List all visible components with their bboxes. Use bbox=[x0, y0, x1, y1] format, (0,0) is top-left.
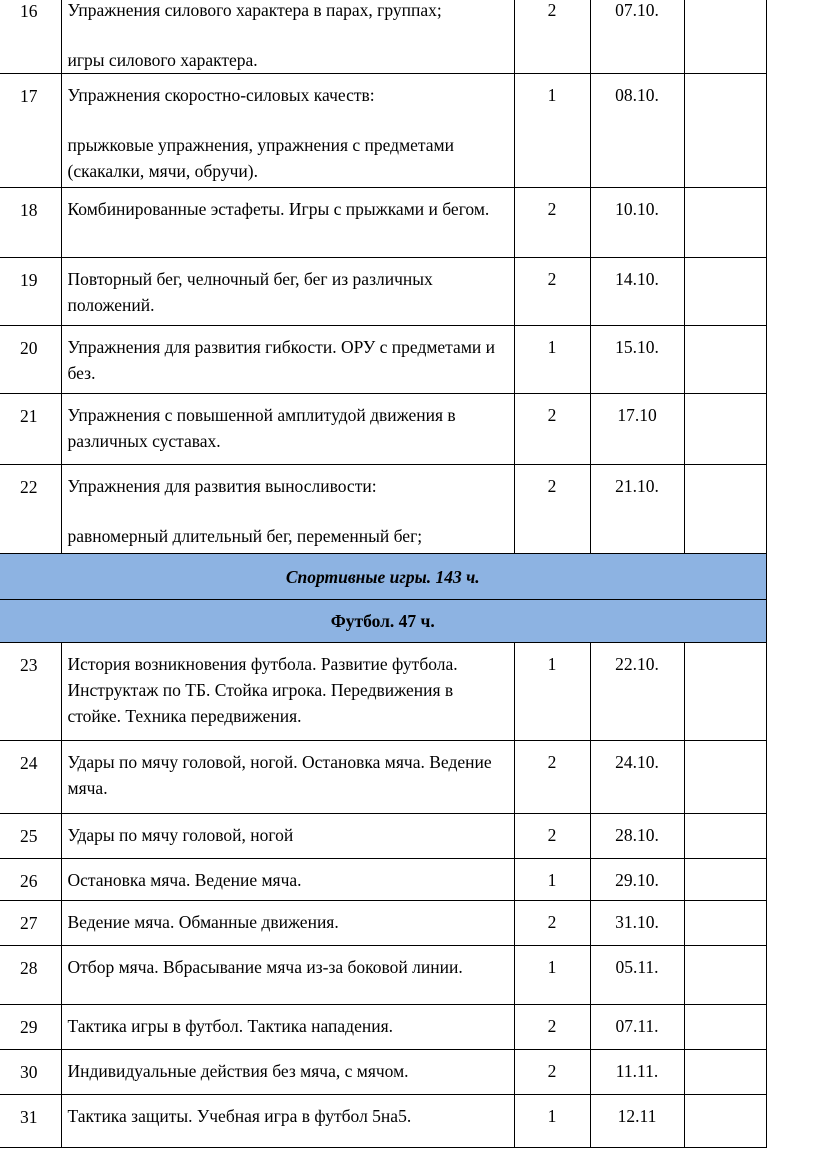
notes-cell bbox=[684, 1095, 766, 1148]
notes-cell bbox=[684, 258, 766, 326]
row-number: 30 bbox=[20, 1062, 38, 1082]
section-row-sport-games bbox=[0, 554, 766, 600]
hours-cell: 2 bbox=[514, 394, 590, 465]
topic-cell bbox=[61, 643, 514, 741]
row-number-cell bbox=[0, 859, 61, 901]
section-title-sport-games bbox=[0, 554, 766, 600]
topic-cell bbox=[61, 326, 514, 394]
row-number-cell bbox=[0, 0, 61, 74]
notes-cell bbox=[684, 901, 766, 946]
date-cell: 05.11. bbox=[590, 946, 684, 1005]
row-number: 21 bbox=[20, 406, 38, 426]
hours-cell: 2 bbox=[514, 1005, 590, 1050]
topic-text: Упражнения с повышенной амплитудой движения в различных суставах. bbox=[67, 405, 456, 451]
row-number: 27 bbox=[20, 913, 38, 933]
notes-cell bbox=[684, 1005, 766, 1050]
topic-cell bbox=[61, 741, 514, 814]
row-number: 24 bbox=[20, 753, 38, 773]
topic-cell bbox=[61, 1005, 514, 1050]
table-row bbox=[0, 741, 766, 814]
topic-cell bbox=[61, 0, 514, 74]
row-number: 29 bbox=[20, 1017, 38, 1037]
topic-text: Тактика игры в футбол. Тактика нападения. bbox=[67, 1016, 394, 1036]
table-row bbox=[0, 74, 766, 188]
notes-cell bbox=[684, 326, 766, 394]
topic-text: Ведение мяча. Обманные движения. bbox=[67, 912, 339, 932]
topic-text: Упражнения для развития гибкости. ОРУ с предметами и без. bbox=[67, 337, 495, 383]
row-number: 25 bbox=[20, 826, 38, 846]
table-row bbox=[0, 643, 766, 741]
row-number: 16 bbox=[20, 1, 38, 21]
topic-cell bbox=[61, 859, 514, 901]
hours-cell: 1 bbox=[514, 74, 590, 188]
table-row bbox=[0, 1050, 766, 1095]
row-number-cell bbox=[0, 74, 61, 188]
date-cell: 15.10. bbox=[590, 326, 684, 394]
row-number: 28 bbox=[20, 958, 38, 978]
hours-cell: 2 bbox=[514, 814, 590, 859]
date-cell: 08.10. bbox=[590, 74, 684, 188]
hours-cell: 2 bbox=[514, 901, 590, 946]
notes-cell bbox=[684, 643, 766, 741]
row-number: 20 bbox=[20, 338, 38, 358]
row-number: 18 bbox=[20, 200, 38, 220]
topic-text: Остановка мяча. Ведение мяча. bbox=[67, 870, 302, 890]
notes-cell bbox=[684, 859, 766, 901]
notes-cell bbox=[684, 465, 766, 554]
topic-text: Отбор мяча. Вбрасывание мяча из-за боковой линии. bbox=[67, 957, 463, 977]
date-cell: 11.11. bbox=[590, 1050, 684, 1095]
date-cell: 10.10. bbox=[590, 188, 684, 258]
topic-text: Индивидуальные действия без мяча, с мячом. bbox=[67, 1061, 409, 1081]
table-body-bottom bbox=[0, 643, 766, 1148]
table-row bbox=[0, 394, 766, 465]
topic-cell bbox=[61, 258, 514, 326]
topic-text: Упражнения скоростно-силовых качеств: bbox=[67, 85, 375, 105]
row-number: 23 bbox=[20, 655, 38, 675]
hours-cell: 1 bbox=[514, 946, 590, 1005]
topic-text: Упражнения для развития выносливости: bbox=[67, 476, 377, 496]
date-cell: 24.10. bbox=[590, 741, 684, 814]
topic-text: игры силового характера. bbox=[67, 50, 258, 70]
notes-cell bbox=[684, 1050, 766, 1095]
date-cell: 31.10. bbox=[590, 901, 684, 946]
row-number-cell bbox=[0, 394, 61, 465]
table-row bbox=[0, 1095, 766, 1148]
topic-text: Тактика защиты. Учебная игра в футбол 5на5. bbox=[67, 1106, 412, 1126]
hours-cell: 1 bbox=[514, 859, 590, 901]
notes-cell bbox=[684, 946, 766, 1005]
row-number-cell bbox=[0, 1005, 61, 1050]
row-number-cell bbox=[0, 465, 61, 554]
topic-cell bbox=[61, 814, 514, 859]
topic-text: равномерный длительный бег, переменный бег; bbox=[67, 526, 423, 546]
topic-cell bbox=[61, 188, 514, 258]
table-row bbox=[0, 0, 766, 74]
table-row bbox=[0, 946, 766, 1005]
row-number-cell bbox=[0, 741, 61, 814]
row-number-cell bbox=[0, 258, 61, 326]
notes-cell bbox=[684, 394, 766, 465]
table-row bbox=[0, 258, 766, 326]
row-number-cell bbox=[0, 814, 61, 859]
topic-text: прыжковые упражнения, упражнения с предметами (скакалки, мячи, обручи). bbox=[67, 135, 454, 181]
notes-cell bbox=[684, 741, 766, 814]
section-row-football bbox=[0, 600, 766, 643]
table-row bbox=[0, 188, 766, 258]
topic-cell bbox=[61, 394, 514, 465]
notes-cell bbox=[684, 814, 766, 859]
row-number-cell bbox=[0, 188, 61, 258]
hours-cell: 2 bbox=[514, 188, 590, 258]
row-number: 19 bbox=[20, 270, 38, 290]
date-cell: 07.11. bbox=[590, 1005, 684, 1050]
row-number: 22 bbox=[20, 477, 38, 497]
topic-text: Упражнения силового характера в парах, группах; bbox=[67, 0, 442, 20]
table-row bbox=[0, 326, 766, 394]
date-cell: 14.10. bbox=[590, 258, 684, 326]
table-body-top bbox=[0, 0, 766, 554]
date-cell: 29.10. bbox=[590, 859, 684, 901]
date-cell: 22.10. bbox=[590, 643, 684, 741]
row-number: 31 bbox=[20, 1107, 38, 1127]
hours-cell: 1 bbox=[514, 1095, 590, 1148]
date-cell: 21.10. bbox=[590, 465, 684, 554]
topic-cell bbox=[61, 1095, 514, 1148]
hours-cell: 2 bbox=[514, 741, 590, 814]
table-row bbox=[0, 859, 766, 901]
hours-cell: 2 bbox=[514, 465, 590, 554]
hours-cell: 1 bbox=[514, 643, 590, 741]
topic-text: Повторный бег, челночный бег, бег из различных положений. bbox=[67, 269, 433, 315]
notes-cell bbox=[684, 0, 766, 74]
topic-text: Удары по мячу головой, ногой. Остановка мяча. Ведение мяча. bbox=[67, 752, 492, 798]
row-number-cell bbox=[0, 946, 61, 1005]
table-row bbox=[0, 1005, 766, 1050]
row-number: 26 bbox=[20, 871, 38, 891]
hours-cell: 2 bbox=[514, 1050, 590, 1095]
topic-text: Удары по мячу головой, ногой bbox=[67, 825, 294, 845]
section-title-text: Спортивные игры. 143 ч. bbox=[285, 566, 480, 587]
date-cell: 07.10. bbox=[590, 0, 684, 74]
row-number-cell bbox=[0, 326, 61, 394]
section-title-football: Футбол. 47 ч. bbox=[0, 600, 766, 643]
row-number-cell bbox=[0, 1095, 61, 1148]
table-row bbox=[0, 901, 766, 946]
topic-cell bbox=[61, 465, 514, 554]
topic-text: Комбинированные эстафеты. Игры с прыжками и бегом. bbox=[67, 199, 490, 219]
table-section-headers bbox=[0, 554, 766, 643]
topic-text: История возникновения футбола. Развитие футбола. Инструктаж по ТБ. Стойка игрока. Передвижения в стойке. Техника передвижения. bbox=[67, 654, 458, 726]
hours-cell: 2 bbox=[514, 258, 590, 326]
table-row bbox=[0, 465, 766, 554]
topic-cell bbox=[61, 74, 514, 188]
hours-cell: 2 bbox=[514, 0, 590, 74]
date-cell: 17.10 bbox=[590, 394, 684, 465]
row-number-cell bbox=[0, 643, 61, 741]
topic-cell bbox=[61, 1050, 514, 1095]
notes-cell bbox=[684, 188, 766, 258]
hours-cell: 1 bbox=[514, 326, 590, 394]
row-number-cell bbox=[0, 901, 61, 946]
date-cell: 12.11 bbox=[590, 1095, 684, 1148]
topic-cell bbox=[61, 946, 514, 1005]
row-number-cell bbox=[0, 1050, 61, 1095]
row-number: 17 bbox=[20, 86, 38, 106]
date-cell: 28.10. bbox=[590, 814, 684, 859]
topic-cell bbox=[61, 901, 514, 946]
table-row bbox=[0, 814, 766, 859]
notes-cell bbox=[684, 74, 766, 188]
